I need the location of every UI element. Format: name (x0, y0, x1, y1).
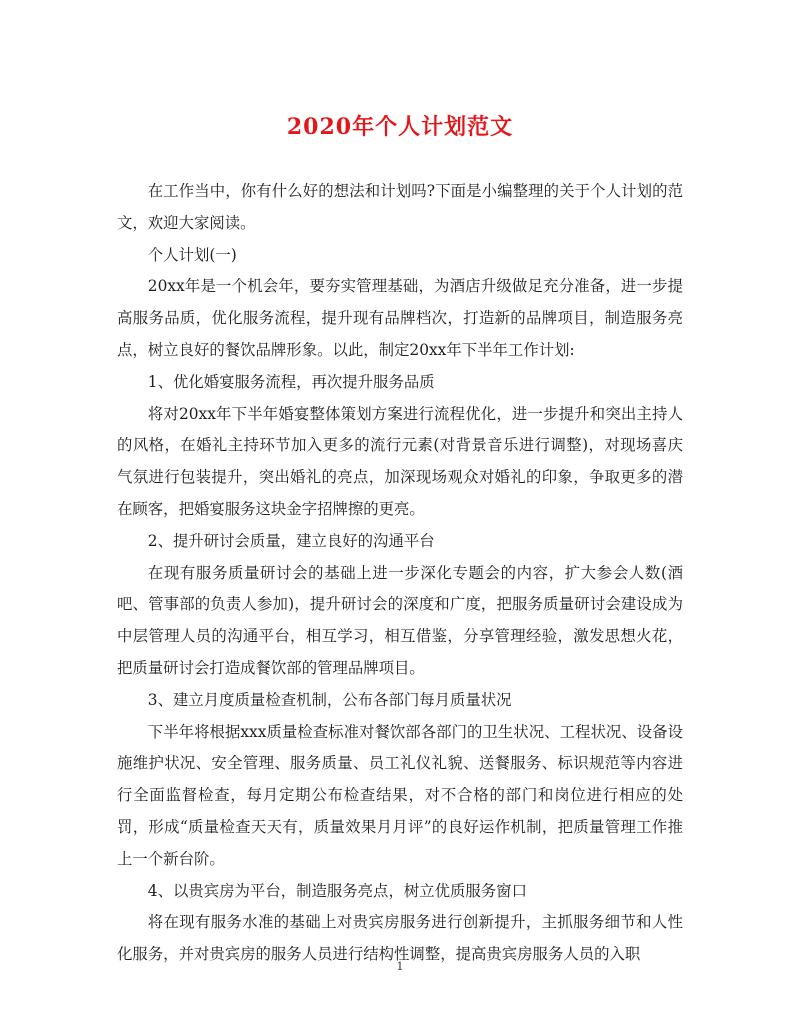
body-paragraph: 将对20xx年下半年婚宴整体策划方案进行流程优化，进一步提升和突出主持人的风格，在婚礼主持环节加入更多的流行元素(对背景音乐进行调整)，对现场喜庆气氛进行包装提升，突出婚礼的亮点，加深现场观众对婚礼的印象，争取更多的潜在顾客，把婚宴服务这块金字招牌擦的更亮。 (117, 404, 683, 518)
body-paragraph: 下半年将根据xxx质量检查标准对餐饮部各部门的卫生状况、工程状况、设备设施维护状况、安全管理、服务质量、员工礼仪礼貌、送餐服务、标识规范等内容进行全面监督检查，每月定期公布检查结果，对不合格的部门和岗位进行相应的处罚，形成“质量检查天天有，质量效果月月评”的良好运作机制，把质量管理工作推上一个新台阶。 (117, 722, 683, 868)
document-body (117, 176, 683, 971)
body-paragraph: 20xx年是一个机会年，要夯实管理基础，为酒店升级做足充分准备，进一步提高服务品质，优化服务流程，提升现有品牌档次，打造新的品牌项目，制造服务亮点，树立良好的餐饮品牌形象。以此，制定20xx年下半年工作计划: (117, 277, 683, 359)
item-heading: 2、提升研讨会质量，建立良好的沟通平台 (147, 531, 435, 550)
body-paragraph: 将在现有服务水准的基础上对贵宾房服务进行创新提升，主抓服务细节和人性化服务，并对贵宾房的服务人员进行结构性调整，提高贵宾房服务人员的入职 (117, 913, 683, 964)
intro-paragraph: 在工作当中，你有什么好的想法和计划吗?下面是小编整理的关于个人计划的范文，欢迎大家阅读。 (117, 182, 683, 232)
body-paragraph: 在现有服务质量研讨会的基础上进一步深化专题会的内容，扩大参会人数(酒吧、管事部的负责人参加)，提升研讨会的深度和广度，把服务质量研讨会建设成为中层管理人员的沟通平台，相互学习，相互借鉴，分享管理经验，激发思想火花，把质量研讨会打造成餐饮部的管理品牌项目。 (117, 563, 683, 677)
item-heading: 4、以贵宾房为平台，制造服务亮点，树立优质服务窗口 (147, 881, 527, 900)
item-heading: 3、建立月度质量检查机制，公布各部门每月质量状况 (147, 690, 512, 709)
page-number: 1 (396, 960, 404, 973)
section-heading: 个人计划(一) (147, 245, 237, 264)
document-title: 2020年个人计划范文 (286, 114, 514, 140)
item-heading: 1、优化婚宴服务流程，再次提升服务品质 (147, 372, 435, 391)
